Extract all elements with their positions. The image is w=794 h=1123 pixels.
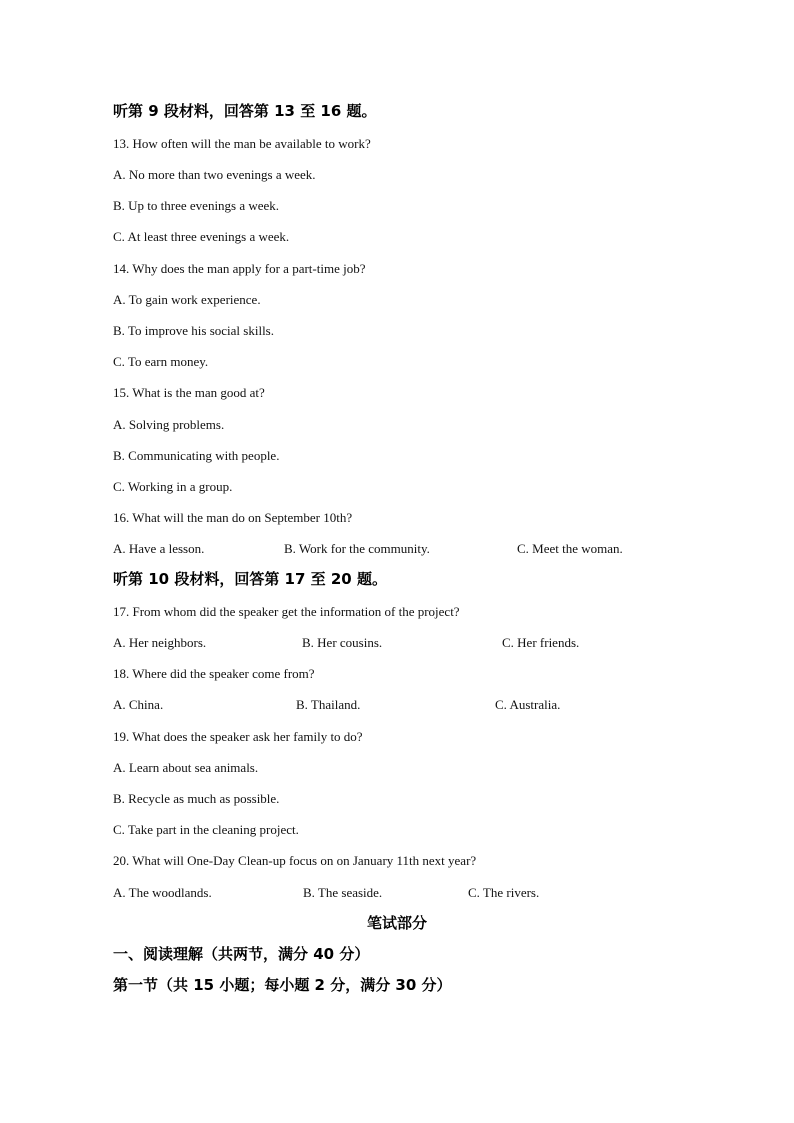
q19-option-a: A. Learn about sea animals. [113,760,259,775]
q16-option-a: A. Have a lesson. [113,541,205,556]
q13-option-c: C. At least three evenings a week. [113,229,290,244]
question-13: 13. How often will the man be available to work? [113,136,371,151]
section-9-heading: 听第 9 段材料，回答第 13 至 16 题。 [113,102,377,120]
question-19: 19. What does the speaker ask her family to do? [113,729,363,744]
question-16: 16. What will the man do on September 10th? [113,510,353,525]
q14-option-a: A. To gain work experience. [113,292,261,307]
q15-option-c: C. Working in a group. [113,479,233,494]
q17-option-a: A. Her neighbors. [113,635,207,650]
q15-option-a: A. Solving problems. [113,417,225,432]
question-18: 18. Where did the speaker come from? [113,666,315,681]
q13-option-b: B. Up to three evenings a week. [113,198,280,213]
q13-option-a: A. No more than two evenings a week. [113,167,316,182]
q20-option-a: A. The woodlands. [113,885,212,900]
section-one-heading: 第一节（共 15 小题；每小题 2 分，满分 30 分） [113,976,452,994]
question-17: 17. From whom did the speaker get the information of the project? [113,604,460,619]
q18-option-a: A. China. [113,697,164,712]
q14-option-b: B. To improve his social skills. [113,323,274,338]
question-14: 14. Why does the man apply for a part-time job? [113,261,366,276]
q15-option-b: B. Communicating with people. [113,448,280,463]
question-15: 15. What is the man good at? [113,385,265,400]
question-20: 20. What will One-Day Clean-up focus on on January 11th next year? [113,853,477,868]
reading-comprehension-heading: 一、阅读理解（共两节，满分 40 分） [113,945,370,963]
q20-option-c: C. The rivers. [468,885,540,900]
q14-option-c: C. To earn money. [113,354,209,369]
q16-option-b: B. Work for the community. [284,541,430,556]
section-10-heading: 听第 10 段材料，回答第 17 至 20 题。 [113,570,387,588]
q18-option-c: C. Australia. [495,697,561,712]
q17-option-c: C. Her friends. [502,635,580,650]
q20-option-b: B. The seaside. [303,885,383,900]
written-part-title: 笔试部分 [366,914,427,932]
q19-option-b: B. Recycle as much as possible. [113,791,280,806]
q19-option-c: C. Take part in the cleaning project. [113,822,299,837]
q16-option-c: C. Meet the woman. [517,541,623,556]
q18-option-b: B. Thailand. [296,697,361,712]
q17-option-b: B. Her cousins. [302,635,383,650]
